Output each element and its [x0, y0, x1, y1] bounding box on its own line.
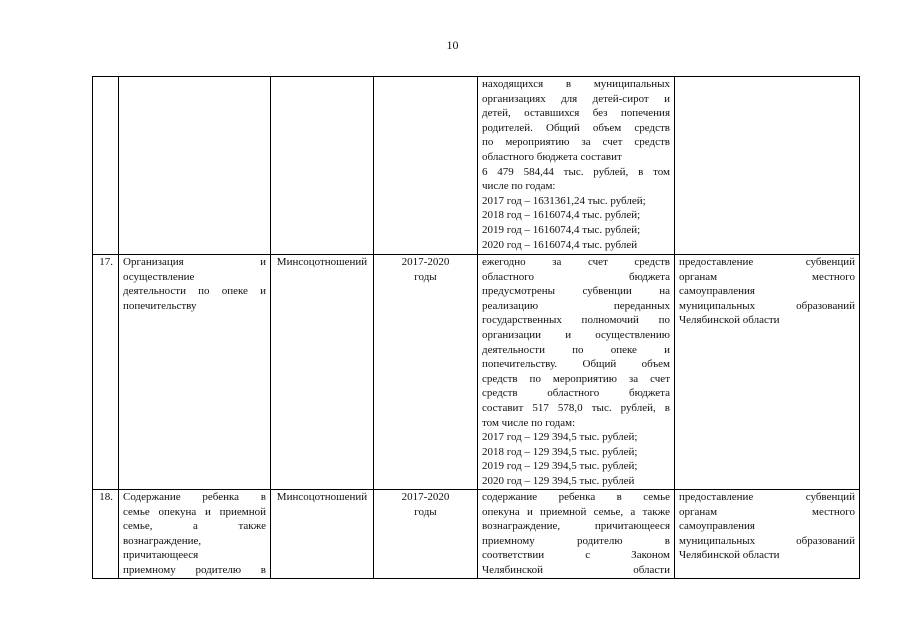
- cell-text-line: вознаграждение, причитающееся: [482, 520, 670, 533]
- cell-text-line: по мероприятию за счет средств: [482, 136, 670, 149]
- cell-text-line: составит 517 578,0 тыс. рублей, в: [482, 401, 670, 414]
- cell-text-line: детей, оставшихся без попечения: [482, 107, 670, 120]
- cell-text-line: содержание ребенка в семье: [482, 491, 670, 503]
- cell-text-line: областного бюджета составит: [482, 150, 622, 163]
- description-cell: [478, 255, 675, 490]
- cell-text-line: самоуправления: [679, 520, 755, 533]
- measures-table: [92, 76, 860, 579]
- cell-text-line: семье, а также: [123, 520, 266, 533]
- description-cell: [478, 490, 675, 579]
- cell-text-line: предоставление субвенций: [679, 491, 855, 503]
- cell-text-line: ежегодно за счет средств: [482, 256, 670, 268]
- cell-text-line: опекуна и приемной семье, а также: [482, 505, 670, 518]
- cell-text-line: средств по мероприятию за счет: [482, 372, 670, 385]
- cell-text-line: 2017-2020: [401, 256, 450, 268]
- executor-cell: Минсоцотношений: [271, 490, 374, 579]
- row-number-cell: 18.: [93, 490, 119, 579]
- cell-text-line: попечительству. Общий объем: [482, 358, 670, 371]
- cell-text-line: числе по годам:: [482, 180, 556, 193]
- measure-name-cell: [119, 490, 271, 579]
- cell-text-line: приемному родителю в: [123, 563, 266, 576]
- period-cell: [374, 490, 478, 579]
- cell-text-line: семье опекуна и приемной: [123, 505, 266, 518]
- cell-text-line: годы: [414, 270, 437, 283]
- cell-text-line: органам местного: [679, 505, 855, 518]
- measure-name-cell: [119, 255, 271, 490]
- table-row: [93, 490, 860, 579]
- cell-text-line: 2017 год – 129 394,5 тыс. рублей;: [482, 431, 638, 444]
- cell-text-line: соответствии с Законом: [482, 549, 670, 562]
- cell-text-line: областного бюджета: [482, 270, 670, 283]
- cell-text-line: государственных полномочий по: [482, 314, 670, 327]
- cell-text-line: 2019 год – 129 394,5 тыс. рублей;: [482, 460, 638, 473]
- table-row: [93, 77, 860, 255]
- cell-text-line: реализацию переданных: [482, 299, 670, 312]
- result-cell: [675, 255, 860, 490]
- row-number-cell: [93, 77, 119, 255]
- cell-text-line: организациях для детей-сирот и: [482, 92, 670, 105]
- cell-text-line: Организация и: [123, 256, 266, 268]
- cell-text-line: деятельности по опеке и: [482, 343, 670, 356]
- cell-text-line: Челябинской области: [679, 314, 780, 327]
- cell-text-line: 2020 год – 1616074,4 тыс. рублей: [482, 238, 638, 251]
- cell-text-line: средств областного бюджета: [482, 387, 670, 400]
- cell-text-line: попечительству: [123, 299, 197, 312]
- table-row: [93, 255, 860, 490]
- cell-text-line: предоставление субвенций: [679, 256, 855, 268]
- executor-cell: [271, 77, 374, 255]
- result-cell: [675, 490, 860, 579]
- cell-text-line: муниципальных образований: [679, 299, 855, 312]
- cell-text-line: самоуправления: [679, 285, 755, 298]
- cell-text-line: родителей. Общий объем средств: [482, 121, 670, 134]
- row-number-cell: 17.: [93, 255, 119, 490]
- cell-text-line: 2018 год – 129 394,5 тыс. рублей;: [482, 445, 638, 458]
- cell-text-line: находящихся в муниципальных: [482, 78, 670, 90]
- cell-text-line: 2017-2020: [401, 491, 450, 503]
- cell-text-line: годы: [414, 505, 437, 518]
- page-number: 10: [446, 38, 459, 52]
- cell-text-line: приемному родителю в: [482, 534, 670, 547]
- cell-text-line: муниципальных образований: [679, 534, 855, 547]
- period-cell: [374, 77, 478, 255]
- cell-text-line: осуществление: [123, 270, 195, 283]
- cell-text-line: 2019 год – 1616074,4 тыс. рублей;: [482, 223, 641, 236]
- cell-text-line: органам местного: [679, 270, 855, 283]
- cell-text-line: том числе по годам:: [482, 416, 576, 429]
- executor-cell: Минсоцотношений: [271, 255, 374, 490]
- cell-text-line: причитающееся: [123, 549, 199, 562]
- cell-text-line: 2017 год – 1631361,24 тыс. рублей;: [482, 194, 646, 207]
- cell-text-line: вознаграждение,: [123, 534, 202, 547]
- cell-text-line: 2020 год – 129 394,5 тыс. рублей: [482, 474, 635, 487]
- cell-text-line: Челябинской области: [679, 549, 780, 562]
- cell-text-line: Содержание ребенка в: [123, 491, 266, 503]
- measure-name-cell: [119, 77, 271, 255]
- result-cell: [675, 77, 860, 255]
- period-cell: [374, 255, 478, 490]
- cell-text-line: 2018 год – 1616074,4 тыс. рублей;: [482, 209, 641, 222]
- description-cell: [478, 77, 675, 255]
- cell-text-line: Челябинской области: [482, 563, 670, 576]
- cell-text-line: организации и осуществлению: [482, 328, 670, 341]
- cell-text-line: деятельности по опеке и: [123, 285, 266, 298]
- cell-text-line: предусмотрены субвенции на: [482, 285, 670, 298]
- cell-text-line: 6 479 584,44 тыс. рублей, в том: [482, 165, 670, 178]
